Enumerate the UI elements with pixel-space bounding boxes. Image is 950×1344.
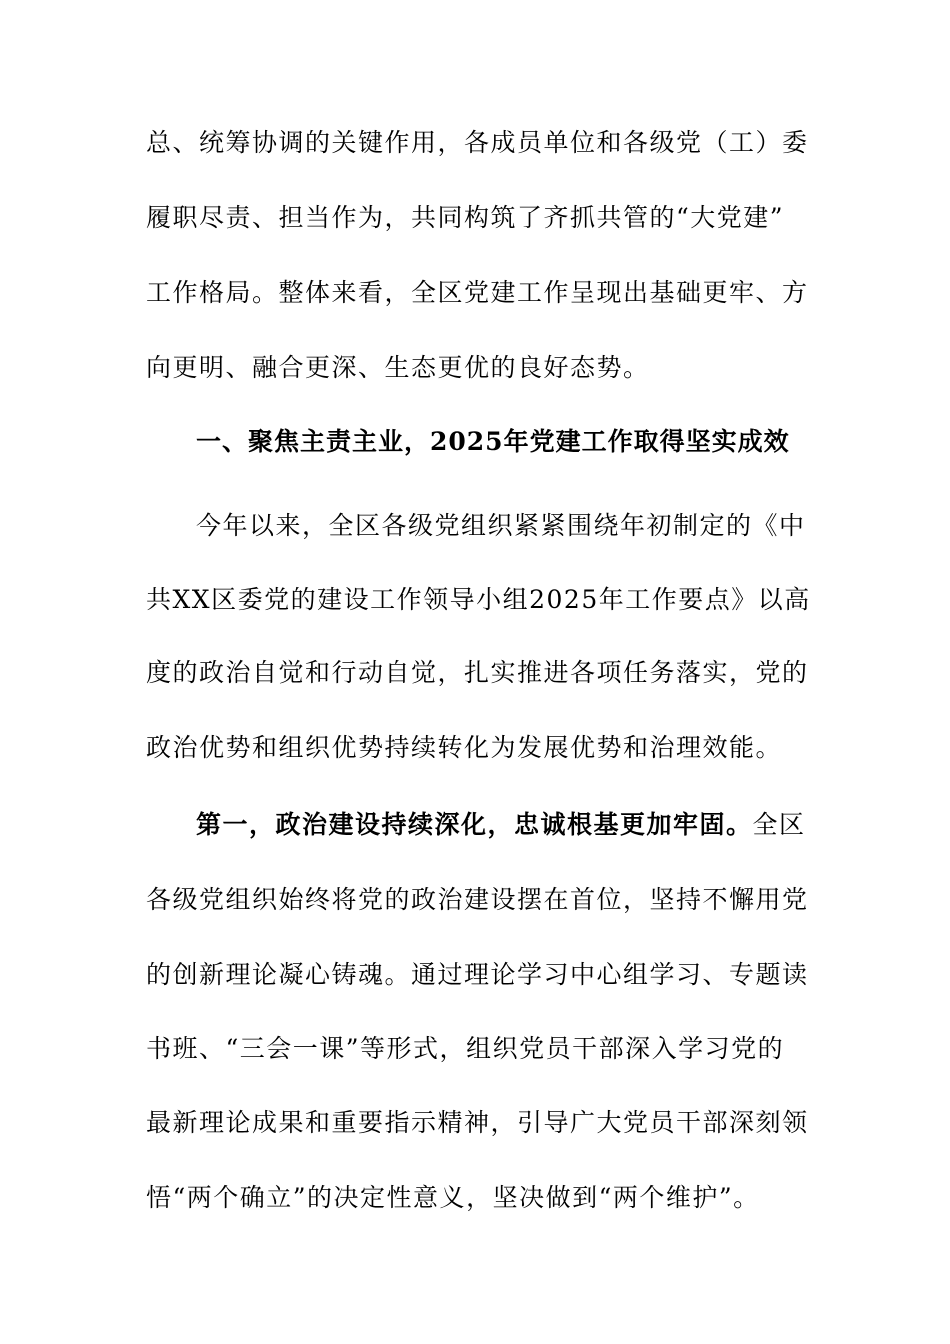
para2-line-1: 今年以来，全区各级党组织紧紧围绕年初制定的《中 bbox=[196, 511, 806, 540]
intro-line-4: 向更明、融合更深、生态更优的良好态势。 bbox=[146, 353, 650, 382]
para3-lead-bold: 第一，政治建设持续深化，忠诚根基更加牢固。 bbox=[196, 810, 753, 839]
para3-lead-rest: 全区 bbox=[752, 810, 806, 839]
para2-line-3: 度的政治自觉和行动自觉，扎实推进各项任务落实，党的 bbox=[146, 658, 809, 687]
para2-line-2: 共XX区委党的建设工作领导小组2025年工作要点》以高 bbox=[146, 585, 811, 614]
intro-line-1: 总、统筹协调的关键作用，各成员单位和各级党（工）委 bbox=[146, 128, 809, 157]
para3-line-2: 各级党组织始终将党的政治建设摆在首位，坚持不懈用党 bbox=[146, 885, 809, 914]
intro-line-3: 工作格局。整体来看，全区党建工作呈现出基础更牢、方 bbox=[146, 278, 809, 307]
para2-line-4: 政治优势和组织优势持续转化为发展优势和治理效能。 bbox=[146, 733, 783, 762]
para3-line-5: 最新理论成果和重要指示精神，引导广大党员干部深刻领 bbox=[146, 1108, 809, 1137]
para3-line-4: 书班、“三会一课”等形式，组织党员干部深入学习党的 bbox=[146, 1034, 785, 1063]
para3-line-1 bbox=[196, 808, 806, 842]
section-heading: 一、聚焦主责主业，2025年党建工作取得坚实成效 bbox=[196, 427, 790, 456]
para3-line-6: 悟“两个确立”的决定性意义，坚决做到“两个维护”。 bbox=[146, 1183, 760, 1212]
intro-line-2: 履职尽责、担当作为，共同构筑了齐抓共管的“大党建” bbox=[146, 203, 785, 232]
para3-line-3: 的创新理论凝心铸魂。通过理论学习中心组学习、专题读 bbox=[146, 960, 809, 989]
